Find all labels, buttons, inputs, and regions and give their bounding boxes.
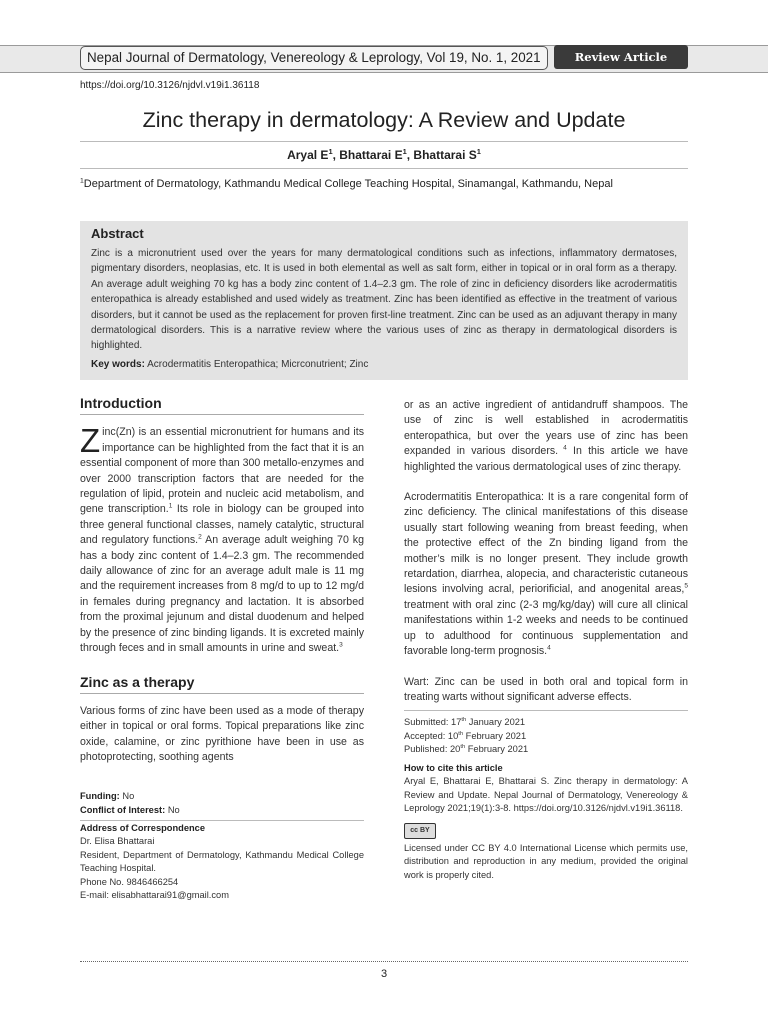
doi-link[interactable]: https://doi.org/10.3126/njdvl.v19i1.36118 <box>80 80 260 91</box>
zinc-therapy-heading: Zinc as a therapy <box>80 673 195 690</box>
zinc-therapy-paragraph: Various forms of zinc have been used as a mode of therapy either in topical or oral forms. Topical preparations like zinc oxide, calamine, or zinc pyrithione have been in use as photoprotecting, soothing agents <box>80 704 364 764</box>
citation-block <box>404 762 688 816</box>
abstract-heading: Abstract <box>91 226 144 241</box>
zinc-therapy-rule <box>80 693 364 694</box>
right-column <box>404 398 688 882</box>
page-number: 3 <box>380 968 388 980</box>
drop-cap: Z <box>80 422 101 460</box>
published-date: Published: 20th February 2021 <box>404 744 529 755</box>
footer-divider <box>80 961 688 962</box>
article-type-badge: Review Article <box>554 45 688 69</box>
citation-text: Aryal E, Bhattarai E, Bhattarai S. Zinc therapy in dermatology: A Review and Update. Nepal Journal of Dermatology, Venereology & Leprology 2021;19(1):3-8. https://doi.org/10.3126/njdvl.v19i1.36118. <box>404 776 688 814</box>
keywords: Key words: Acrodermatitis Enteropathica; Micrconutrient; Zinc <box>91 358 369 370</box>
wart-paragraph: Wart: Zinc can be used in both oral and topical form in treating warts without significant adverse effects. <box>404 675 688 703</box>
article-title: Zinc therapy in dermatology: A Review and Update <box>142 108 626 132</box>
dates-divider <box>404 710 688 711</box>
introduction-heading: Introduction <box>80 395 162 411</box>
correspondence-divider <box>80 820 364 821</box>
correspondence-block <box>80 822 364 903</box>
left-column <box>80 396 364 903</box>
introduction-rule <box>80 414 364 415</box>
accepted-date: Accepted: 10th February 2021 <box>404 730 527 741</box>
abstract-box <box>80 221 688 380</box>
license-block <box>404 822 688 883</box>
publication-dates <box>404 716 688 757</box>
correspondence-phone: Phone No. 9846466254 <box>80 876 179 887</box>
submitted-date: Submitted: 17th January 2021 <box>404 717 526 728</box>
acrodermatitis-paragraph: Acrodermatitis Enteropathica: It is a rare congenital form of zinc deficiency. The clinical manifestations of this disease usually start following weaning from breast feeding, when the protective effect of the Zn binding ligand from the mother’s milk is no longer present. They include growth retardation, diarrhea, alopecia, and characteristic cutaneous lesions involving acral, periorificial, and anogenital areas,$^5$ treatment with oral zinc (2-3 mg/kg/day) will cure all clinical manifestations within 1-2 weeks and needs to be continued up to adulthood for continuous supplementation and favorable long-term prognosis.$^4$ <box>404 491 688 658</box>
affiliation: $^1$Department of Dermatology, Kathmandu Medical College Teaching Hospital, Sinamangal, Kathmandu, Nepal <box>80 177 613 190</box>
title-divider <box>80 141 688 142</box>
author-list: Aryal $E^1$, Bhattarai $E^1$, Bhattarai $S^1$ <box>287 147 481 162</box>
correspondence-email[interactable]: E-mail: elisabhattarai91@gmail.com <box>80 890 229 901</box>
abstract-text: Zinc is a micronutrient used over the years for many dermatological conditions such as infections, inflammatory dermatoses, pigmentary disorders, neoplasias, etc. It is used in both elemental as well as salt form, either in topical or in oral form as a therapy. An average adult weighing 70 kg has a body zinc content of 1.4–2.3 gm. The role of zinc in deficiency disorders like acrodermatitis enteropathica is already established and used widely as treatment. Zinc has been identified as effective in the treatment of various disorders, but it cannot be used as the replacement for proven first-line treatment. Zinc can be used as an adjuvant therapy in many dermatological disorders. This is a narrative review where the various uses of zinc as therapy in dermatological disorders is highlighted. <box>91 248 677 352</box>
correspondence-name: Dr. Elisa Bhattarai <box>80 836 155 847</box>
author-divider <box>80 168 688 169</box>
citation-heading: How to cite this article <box>404 762 503 773</box>
intro-continuation: or as an active ingredient of antidandruff shampoos. The use of zinc is well established in acrodermatitis enteropathica, but over the years use of zinc has been expanded in various disorders. $^4$ In this article we have highlighted the various dermatological uses of zinc therapy. <box>404 399 688 473</box>
correspondence-heading: Address of Correspondence <box>80 822 206 833</box>
conflict-info: Conflict of Interest: No <box>80 805 180 816</box>
journal-citation-header: Nepal Journal of Dermatology, Venereology & Leprology, Vol 19, No. 1, 2021 <box>80 46 548 70</box>
correspondence-position: Resident, Department of Dermatology, Kathmandu Medical College Teaching Hospital. <box>80 849 364 874</box>
cc-by-license-icon[interactable]: cc BY <box>404 823 436 839</box>
license-text: Licensed under CC BY 4.0 International License which permits use, distribution and reproduction in any medium, provided the original work is properly cited. <box>404 842 688 880</box>
funding-info: Funding: No <box>80 790 135 801</box>
introduction-paragraph: Zinc(Zn) is an essential micronutrient for humans and its importance can be highlighted from the fact that it is an essential component of more than 300 metallo-enzymes and over 2000 transcription factors that are needed for the regulation of lipid, protein and nucleic acid metabolism, and gene transcription.$^1$ Its role in biology can be grouped into three general functional classes, namely catalytic, structural and regulatory functions.$^2$ An average adult weighing 70 kg has a body zinc content of 1.4–2.3 gm. The recommended daily allowance of zinc for an average adult male is 11 mg and the requirement increases from 8 mg/d to up to 12 mg/d in females during pregnancy and lactation. It is absorbed from the proximal jejunum and distal duodenum and helped by the presence of zinc binding ligands. It is excreted mainly through feces and in small amounts in urine and sweat.$^3$ <box>80 422 364 655</box>
